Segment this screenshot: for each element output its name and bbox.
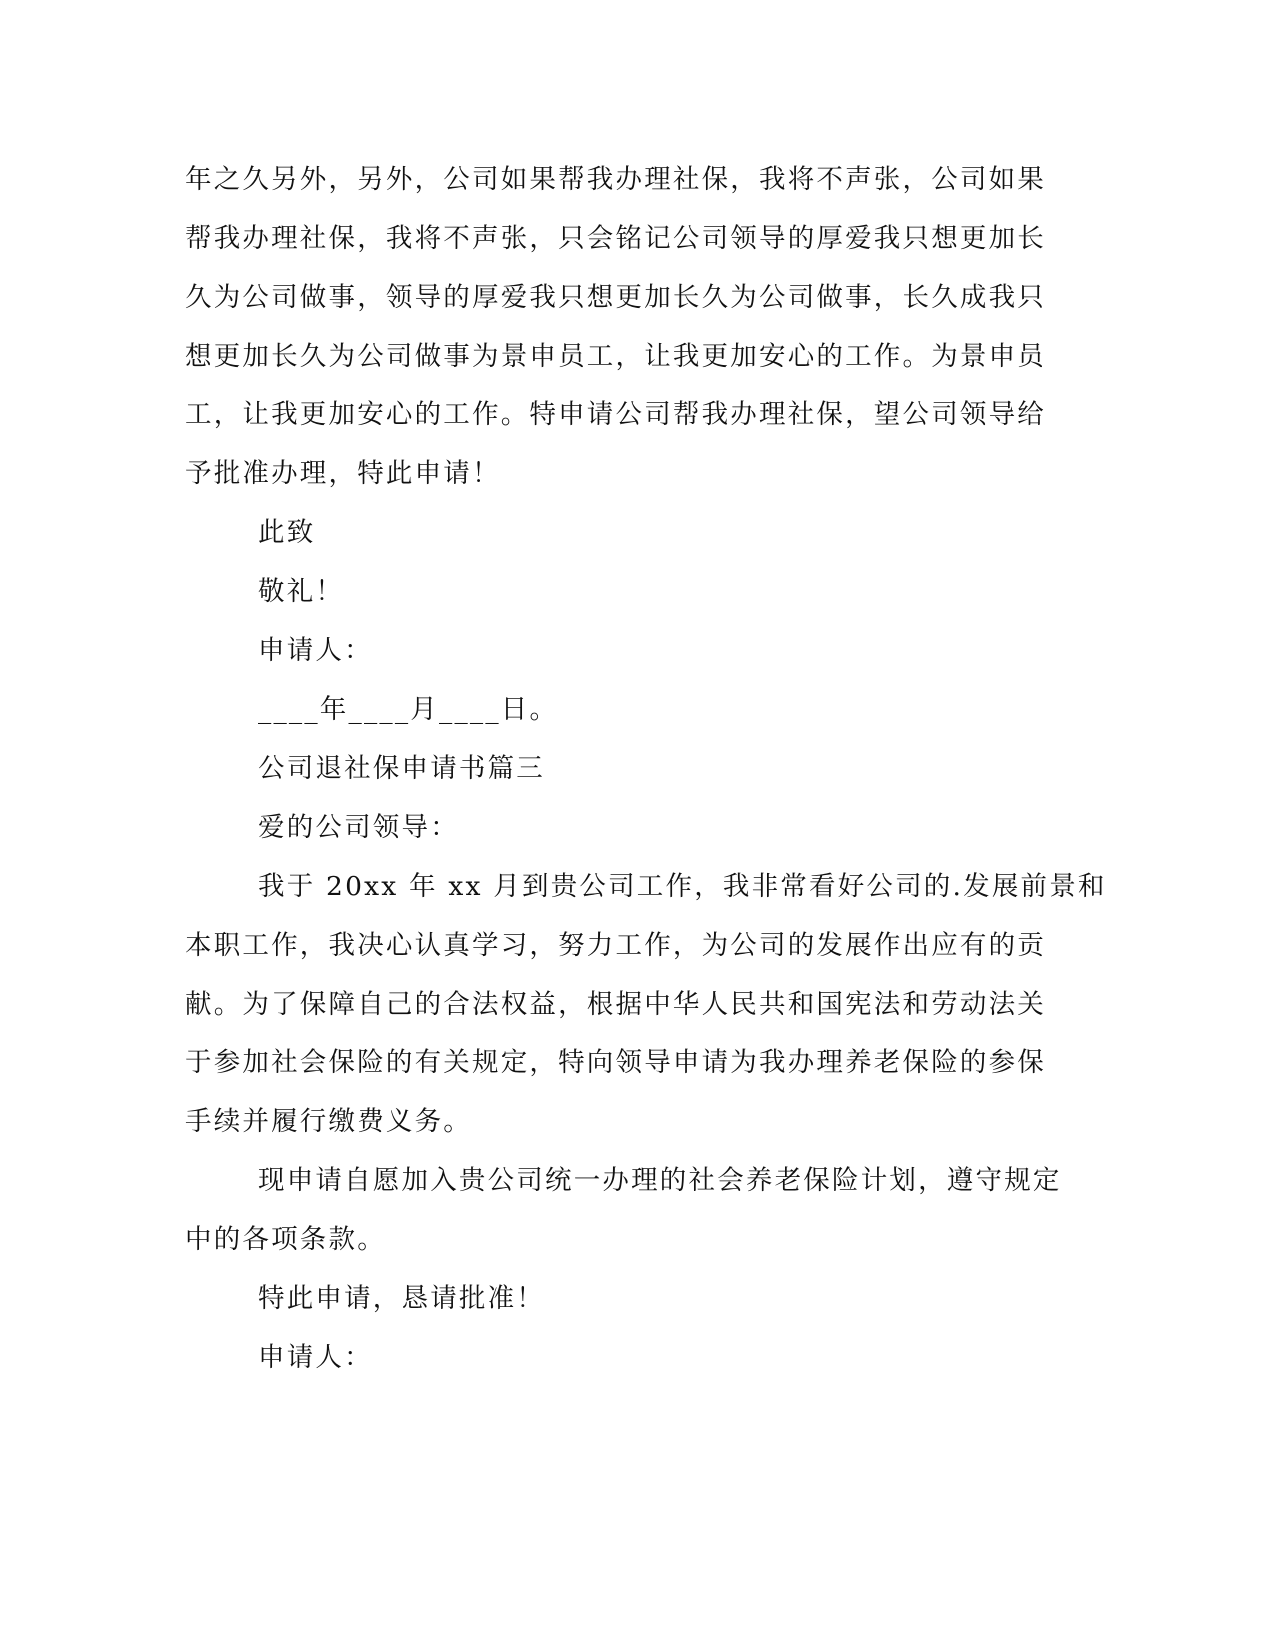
paragraph3-line-2: 中的各项条款。 bbox=[185, 1224, 386, 1255]
paragraph2-line-2: 本职工作，我决心认真学习，努力工作，为公司的发展作出应有的贡 bbox=[185, 930, 1046, 961]
paragraph2-line-1: 我于 20xx 年 xx 月到贵公司工作，我非常看好公司的.发展前景和 bbox=[258, 871, 1107, 902]
greeting: 爱的公司领导： bbox=[258, 812, 459, 843]
closing-salutation: 此致 bbox=[258, 517, 316, 548]
closing-applicant: 申请人： bbox=[258, 635, 373, 666]
closing-respect: 敬礼！ bbox=[258, 576, 345, 607]
section-title: 公司退社保申请书篇三 bbox=[258, 753, 545, 784]
paragraph1-line-6: 予批准办理，特此申请！ bbox=[185, 458, 501, 489]
paragraph1-line-3: 久为公司做事，领导的厚爱我只想更加长久为公司做事，长久成我只 bbox=[185, 282, 1046, 313]
paragraph1-line-4: 想更加长久为公司做事为景申员工，让我更加安心的工作。为景申员 bbox=[185, 341, 1046, 372]
paragraph2-line-4: 于参加社会保险的有关规定，特向领导申请为我办理养老保险的参保 bbox=[185, 1047, 1046, 1078]
paragraph1-line-1: 年之久另外，另外，公司如果帮我办理社保，我将不声张，公司如果 bbox=[185, 164, 1046, 195]
paragraph2-line-5: 手续并履行缴费义务。 bbox=[185, 1106, 472, 1137]
paragraph1-line-5: 工，让我更加安心的工作。特申请公司帮我办理社保，望公司领导给 bbox=[185, 399, 1046, 430]
closing-date: ____年____月____日。 bbox=[258, 694, 559, 725]
paragraph1-line-2: 帮我办理社保，我将不声张，只会铭记公司领导的厚爱我只想更加长 bbox=[185, 223, 1046, 254]
paragraph2-line-3: 献。为了保障自己的合法权益，根据中华人民共和国宪法和劳动法关 bbox=[185, 989, 1046, 1020]
final-request: 特此申请，恳请批准！ bbox=[258, 1283, 545, 1314]
final-applicant: 申请人： bbox=[258, 1342, 373, 1373]
paragraph3-line-1: 现申请自愿加入贵公司统一办理的社会养老保险计划，遵守规定 bbox=[258, 1165, 1062, 1196]
